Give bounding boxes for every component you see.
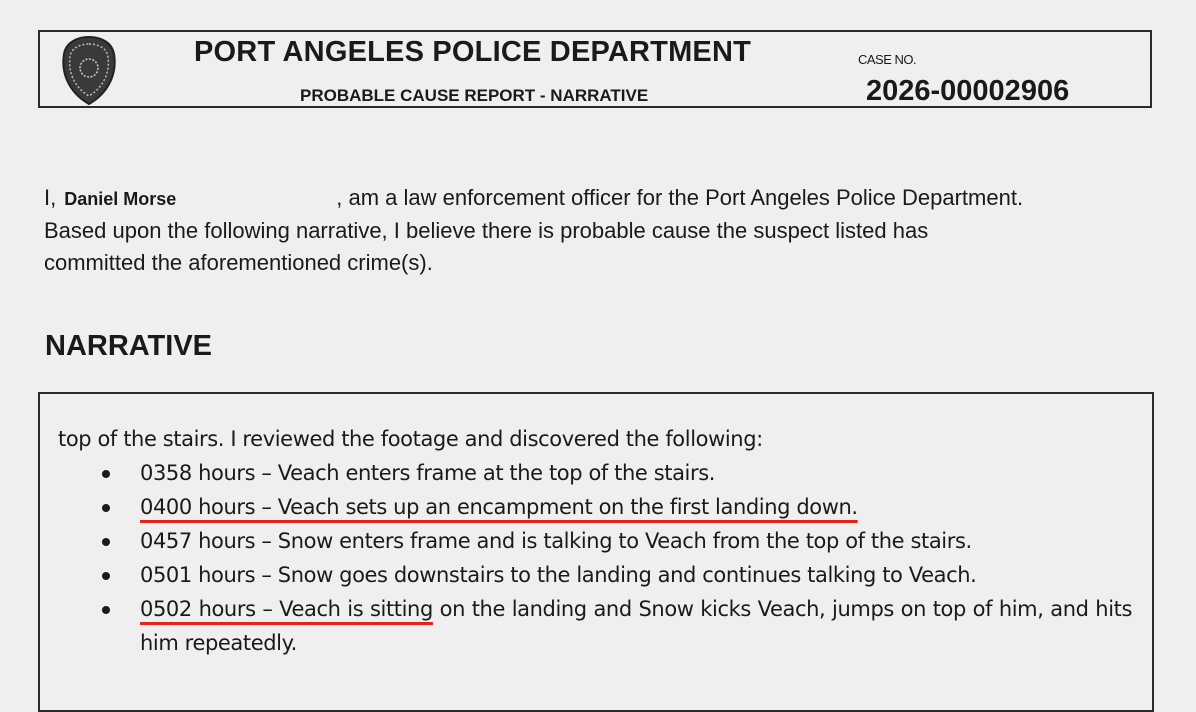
narrative-heading: NARRATIVE — [45, 330, 213, 362]
list-item — [58, 592, 1138, 660]
narrative-lead: top of the stairs. I reviewed the footage and discovered the following: — [58, 427, 763, 451]
case-number: 2026-00002906 — [866, 75, 1070, 107]
statement-line-1 — [44, 182, 1154, 215]
statement-prefix: I, — [44, 185, 57, 210]
event-text: 0501 hours – Snow goes downstairs to the landing and continues talking to Veach. — [140, 563, 977, 587]
case-number-label: CASE NO. — [858, 52, 917, 67]
list-item — [58, 558, 1138, 592]
statement-line-2: Based upon the following narrative, I believe there is probable cause the suspect listed has — [44, 218, 929, 243]
report-type: PROBABLE CAUSE REPORT - NARRATIVE — [300, 86, 649, 105]
event-text: 0457 hours – Snow enters frame and is talking to Veach from the top of the stairs. — [140, 529, 972, 553]
officer-name: Daniel Morse — [64, 189, 177, 209]
narrative-box — [38, 392, 1154, 712]
list-item — [58, 490, 1138, 524]
list-item — [58, 456, 1138, 490]
event-text: 0358 hours – Veach enters frame at the top of the stairs. — [140, 461, 716, 485]
statement-line-3: committed the aforementioned crime(s). — [44, 250, 433, 275]
event-text: on the landing and Snow kicks Veach, jumps on top of him, and hits him repeatedly. — [140, 597, 1132, 655]
police-badge-icon — [60, 34, 118, 106]
officer-statement — [44, 182, 1154, 279]
event-timeline — [58, 456, 1138, 660]
narrative-text — [58, 422, 1138, 660]
report-header — [38, 30, 1152, 108]
list-item — [58, 524, 1138, 558]
highlighted-text: 0502 hours – Veach is sitting — [140, 597, 433, 621]
statement-line-1-rest: , am a law enforcement officer for the Port Angeles Police Department. — [336, 185, 1024, 210]
department-name: PORT ANGELES POLICE DEPARTMENT — [194, 36, 752, 68]
highlighted-text: 0400 hours – Veach sets up an encampment on the first landing down. — [140, 495, 858, 519]
